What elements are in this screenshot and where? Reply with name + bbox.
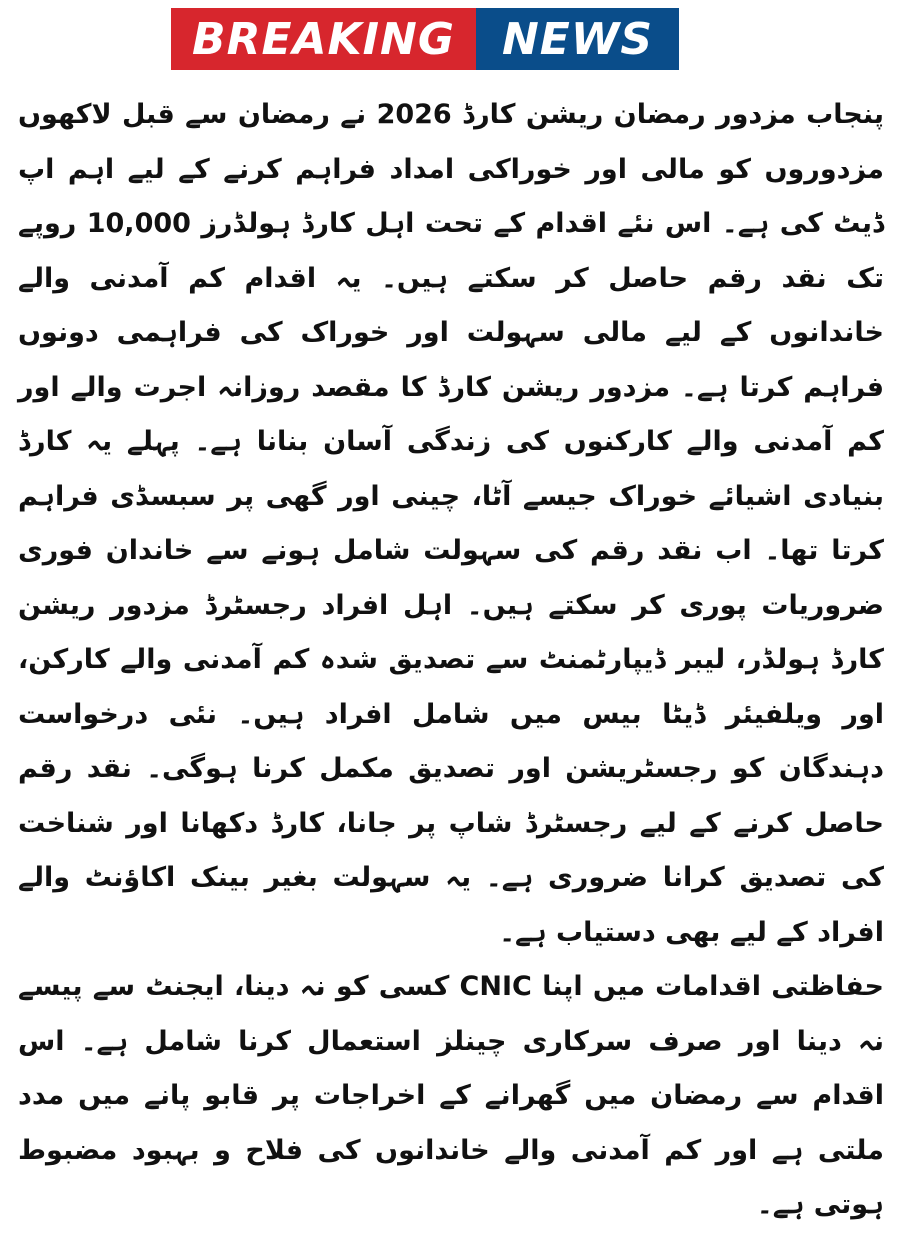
article-paragraph-1: پنجاب مزدور رمضان ریشن کارڈ 2026 نے رمضان سے قبل لاکھوں مزدوروں کو مالی اور خوراکی امداد فراہم کرنے کے لیے اہم اپ ڈیٹ کی ہے۔ اس نئے اقدام کے تحت اہل کارڈ ہولڈرز 10,000 روپے تک نقد رقم حاصل کر سکتے ہیں۔ یہ اقدام کم آمدنی والے خاندانوں کے لیے مالی سہولت اور خوراک کی فراہمی دونوں فراہم کرتا ہے۔ مزدور ریشن کارڈ کا مقصد روزانہ اجرت والے اور کم آمدنی والے کارکنوں کی زندگی آسان بنانا ہے۔ پہلے یہ کارڈ بنیادی اشیائے خوراک جیسے آٹا، چینی اور گھی پر سبسڈی فراہم کرتا تھا۔ اب نقد رقم کی سہولت شامل ہونے سے خاندان فوری ضروریات پوری کر سکتے ہیں۔ اہل افراد رجسٹرڈ مزدور ریشن کارڈ ہولڈر، لیبر ڈیپارٹمنٹ سے تصدیق شدہ کم آمدنی والے کارکن، اور ویلفیئر ڈیٹا بیس میں شامل افراد ہیں۔ نئی درخواست دہندگان کو رجسٹریشن اور تصدیق مکمل کرنا ہوگی۔ نقد رقم حاصل کرنے کے لیے رجسٹرڈ شاپ پر جانا، کارڈ دکھانا اور شناخت کی تصدیق کرانا ضروری ہے۔ یہ سہولت بغیر بینک اکاؤنٹ والے افراد کے لیے بھی دستیاب ہے۔	[18, 99, 884, 948]
article-paragraph-2: حفاظتی اقدامات میں اپنا CNIC کسی کو نہ دینا، ایجنٹ سے پیسے نہ دینا اور صرف سرکاری چینلز استعمال کرنا شامل ہے۔ اس اقدام سے رمضان میں گھرانے کے اخراجات پر قابو پانے میں مدد ملتی ہے اور کم آمدنی والے خاندانوں کی فلاح و بہبود مضبوط ہوتی ہے۔	[18, 971, 884, 1220]
breaking-label: BREAKING	[171, 8, 476, 70]
article-body	[18, 88, 884, 1233]
breaking-news-banner	[171, 8, 679, 70]
news-label: NEWS	[476, 8, 679, 70]
